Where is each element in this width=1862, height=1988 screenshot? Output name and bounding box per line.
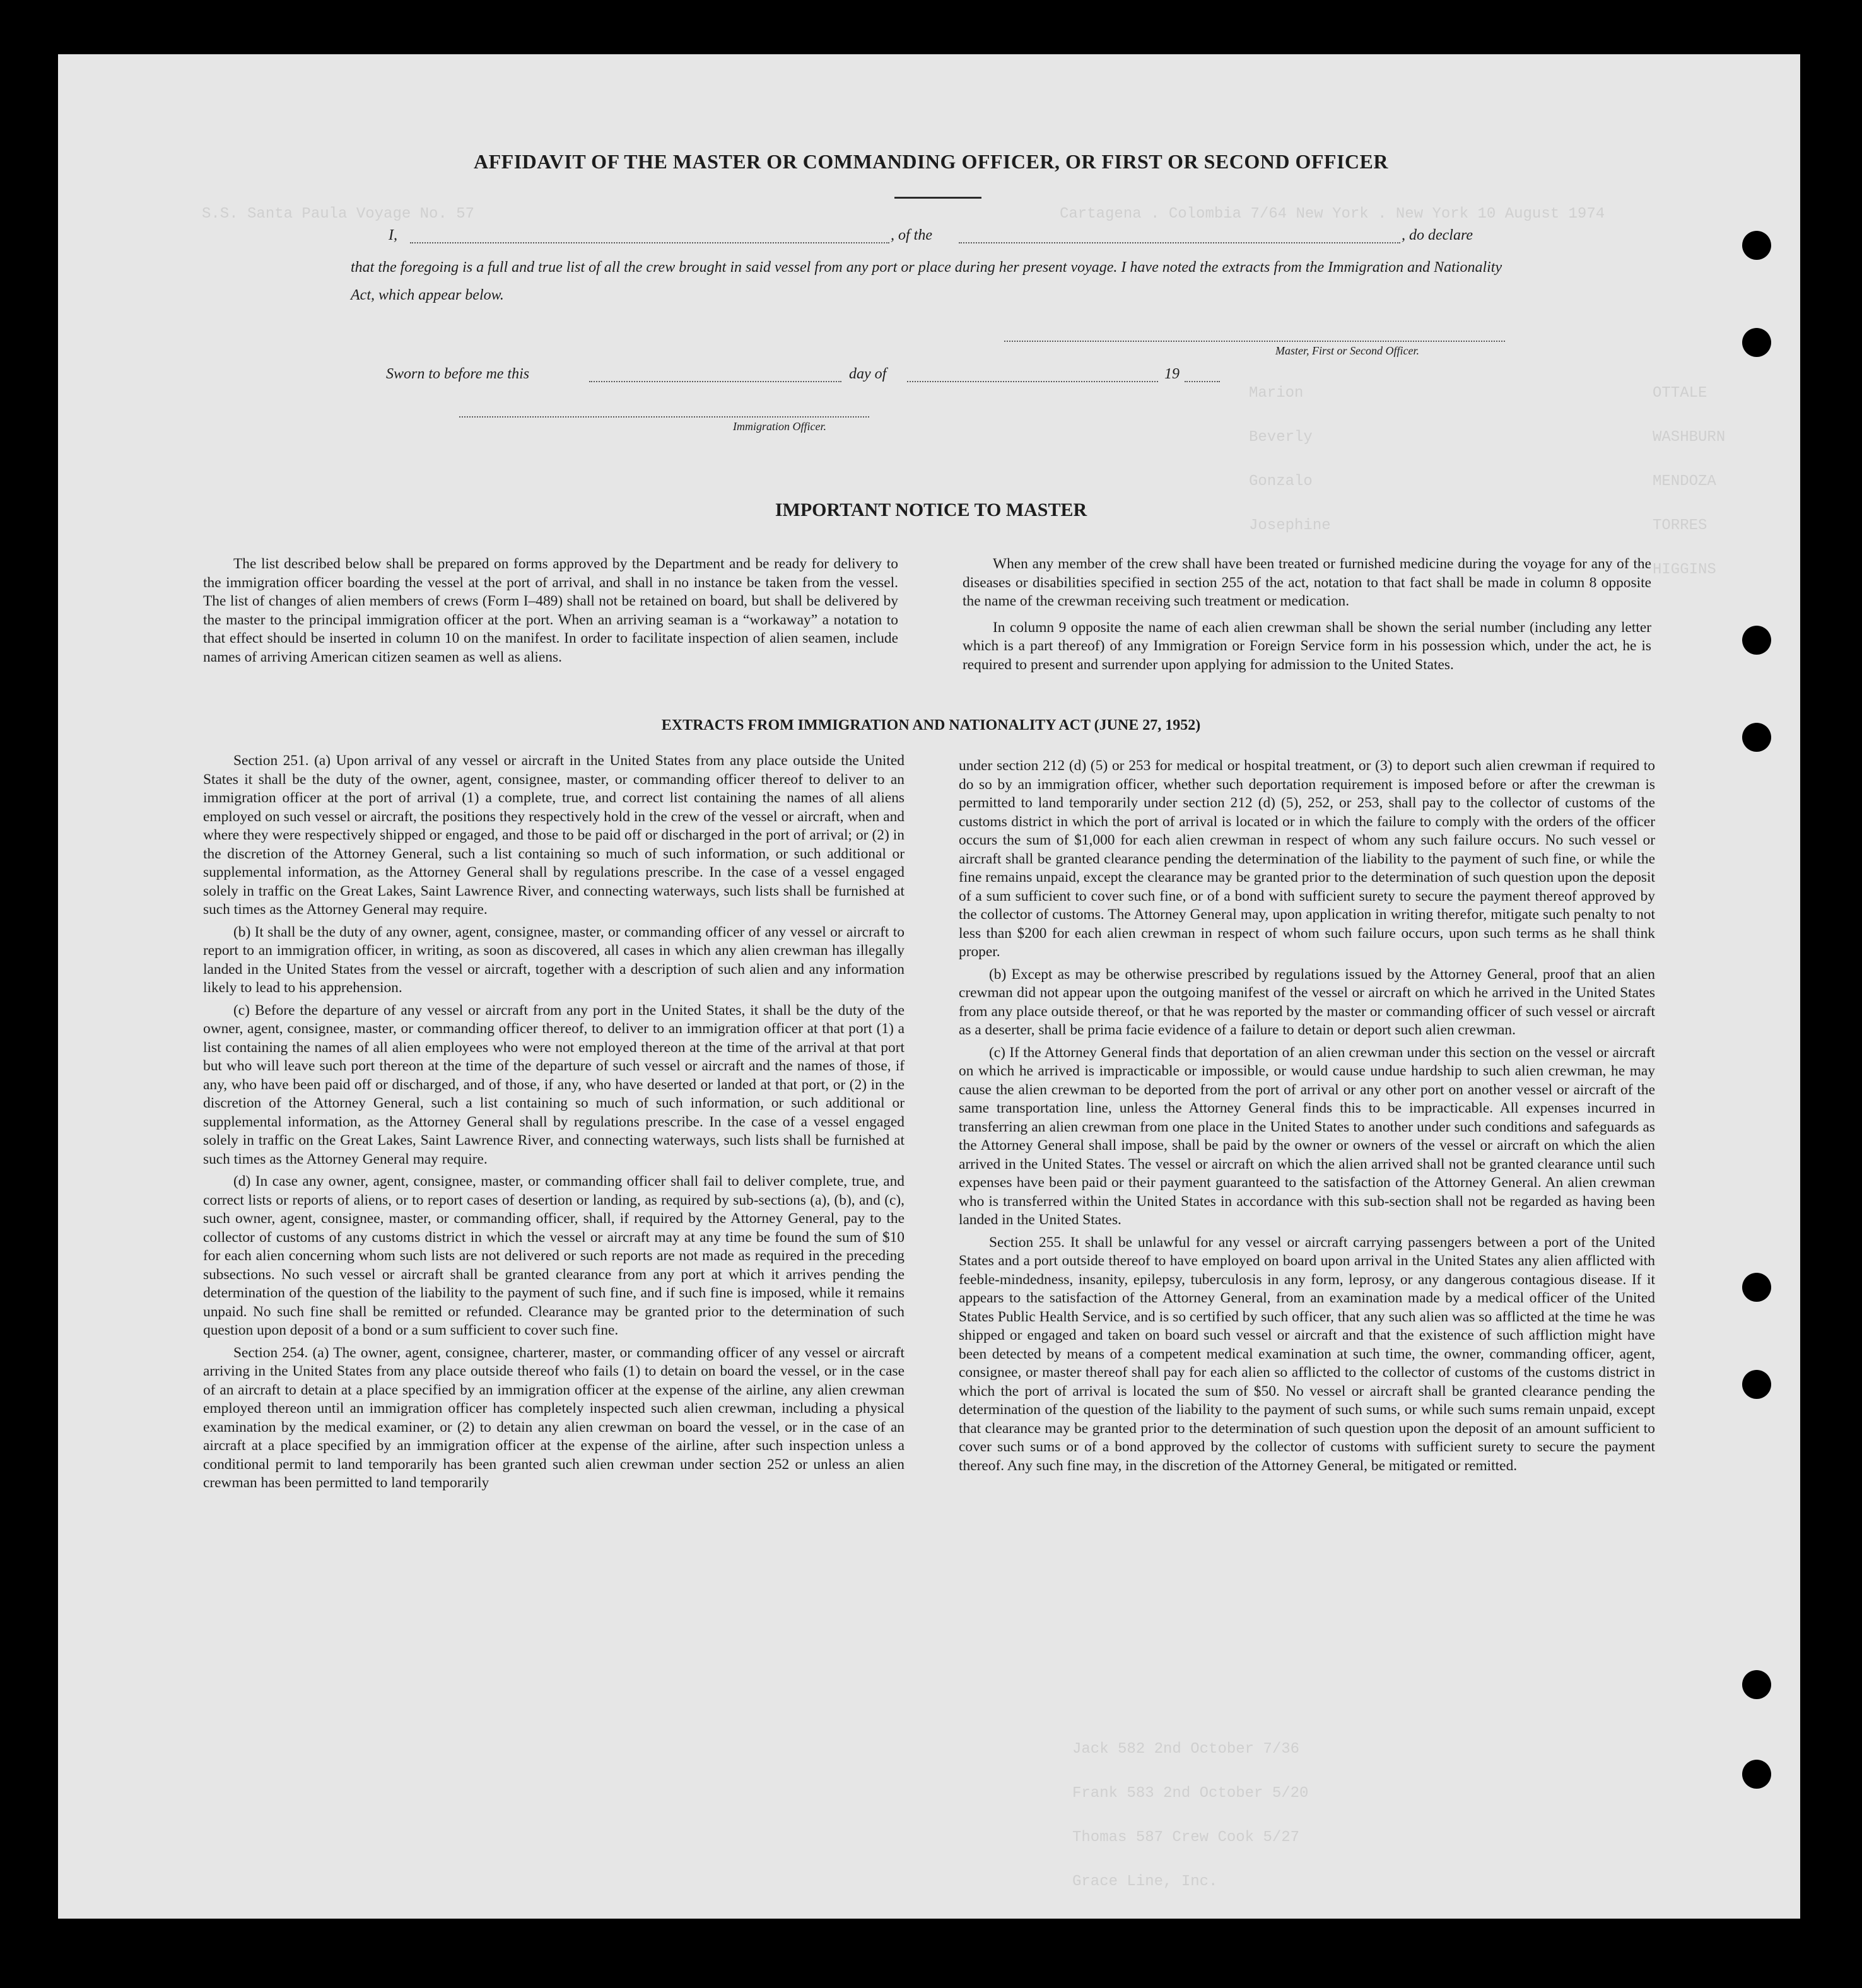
binder-hole	[1742, 1370, 1771, 1399]
notice-right-column	[963, 555, 1651, 678]
title-rule	[894, 197, 981, 199]
extract-paragraph: (b) It shall be the duty of any owner, agent, consignee, master, or commanding officer of any vessel or aircraft to report to an immigration officer, in writing, as soon as discovered, all cases in which any alien crewman has illegally landed in the United States from the vessel or aircraft, together with a description of such alien and any information likely to lead to his apprehension.	[203, 923, 905, 996]
extract-paragraph: Section 254. (a) The owner, agent, consignee, charterer, master, or commanding officer of any vessel or aircraft arriving in the United States from any place outside thereof who fails (1) to detain on board the vessel, or in the case of an aircraft to detain at a place specified by an immigration officer at the expense of the airline, any alien crewman employed thereon until an immigration officer has completely inspected such alien crewman, including a physical examination by the medical examiner, or (2) to detain any alien crewman on board the vessel, or in the case of an aircraft at a place specified by an immigration officer at the expense of the airline, after such inspection unless a conditional permit to land temporarily has been granted such alien crewman under section 252 or unless an alien crewman has been permitted to land temporarily	[203, 1344, 905, 1491]
extract-paragraph: Section 251. (a) Upon arrival of any vessel or aircraft in the United States from any place outside the United States it shall be the duty of the owner, agent, consignee, master, or commanding officer thereof to deliver to an immigration officer at the port of arrival (1) a complete, true, and correct list containing the names of all aliens employed on such vessel or aircraft, the positions they respectively hold in the crew of the vessel or aircraft, when and where they were respectively shipped or engaged, and those to be paid off or discharged in the port of arrival; or (2) in the discretion of the Attorney General, such a list containing so much of such information, or such additional or supplemental information, as the Attorney General shall by regulations prescribe. In the case of a vessel engaged solely in traffic on the Great Lakes, Saint Lawrence River, and connecting waterways, such lists shall be furnished at such times as the Attorney General may require.	[203, 752, 905, 918]
sworn-day-field[interactable]	[589, 381, 841, 382]
sworn-label: Sworn to before me this	[386, 366, 530, 382]
vessel-field[interactable]	[959, 242, 1400, 243]
sworn-year-field[interactable]	[1185, 381, 1220, 382]
master-signature-line[interactable]	[1004, 341, 1505, 342]
affidavit-of-the-label: , of the	[891, 227, 932, 243]
document-title: AFFIDAVIT OF THE MASTER OR COMMANDING OFFICER, OR FIRST OR SECOND OFFICER	[474, 150, 1388, 173]
immigration-officer-line[interactable]	[459, 416, 869, 418]
name-field[interactable]	[410, 242, 889, 243]
extract-paragraph: (b) Except as may be otherwise prescribed by regulations issued by the Attorney General, proof that an alien crewman did not appear upon the outgoing manifest of the vessel or aircraft on which he arrived in the United States from any place outside thereof, or that he was reported by the master or commanding officer of such vessel or aircraft as a deserter, shall be prima facie evidence of a failure to detain or deport such alien crewman.	[959, 966, 1655, 1038]
affidavit-body: that the foregoing is a full and true list of all the crew brought in said vessel from any port or place during her present voyage. I have noted the extracts from the Immigration and Nationality Act, which appear below.	[351, 259, 1502, 303]
notice-title: IMPORTANT NOTICE TO MASTER	[775, 500, 1087, 520]
sworn-month-field[interactable]	[907, 381, 1158, 382]
binder-hole	[1742, 328, 1771, 357]
extracts-left-column	[203, 752, 905, 1497]
sworn-year-label: 19	[1164, 366, 1180, 382]
immigration-officer-caption: Immigration Officer.	[733, 420, 826, 433]
extract-paragraph: (d) In case any owner, agent, consignee, master, or commanding officer shall fail to deliver complete, true, and correct lists or reports of aliens, or to report cases of desertion or landing, as required by sub-sections (a), (b), and (c), such owner, agent, consignee, master, or commanding officer, shall, if required by the Attorney General, pay to the collector of customs of any customs district in which the vessel or aircraft may at any time be found the sum of $10 for each alien concerning whom such lists are not delivered or such reports are not made as required in the preceding subsections. No such vessel or aircraft shall be granted clearance from any port at which it arrives pending the determination of the question of the liability to the payment of such fine, and if such fine is imposed, while it remains unpaid. No such fine shall be remitted or refunded. Clearance may be granted prior to the determination of such question upon deposit of a bond or a sum sufficient to cover such fine.	[203, 1173, 905, 1338]
extract-paragraph: Section 255. It shall be unlawful for any vessel or aircraft carrying passengers between a port of the United States and a port outside thereof to have employed on board upon arrival in the United States any alien afflicted with feeble-mindedness, insanity, epilepsy, tuberculosis in any form, leprosy, or any dangerous contagious disease. If it appears to the satisfaction of the Attorney General, from an examination made by a medical officer of the United States Public Health Service, and is so certified by such officer, that any such alien was so afflicted at the time he was shipped or engaged and taken on board such vessel or aircraft and that the existence of such affliction might have been detected by means of a competent medical examination at such time, the owner, commanding officer, agent, consignee, or master thereof shall pay for each alien so afflicted to the collector of customs of the customs district in which the port of arrival is located the sum of $50. No vessel or aircraft shall be granted clearance pending the determination of the question of the liability to the payment of such sums, or while such sums remain unpaid, except that clearance may be granted prior to the determination of such question upon the deposit of an amount sufficient to cover such sums or of a bond approved by the collector of customs with sufficient surety to secure the payment thereof. Any such fine may, in the discretion of the Attorney General, be mitigated or remitted.	[959, 1234, 1655, 1474]
notice-left-column	[203, 555, 898, 670]
extracts-title: EXTRACTS FROM IMMIGRATION AND NATIONALITY ACT (JUNE 27, 1952)	[661, 717, 1201, 734]
extracts-right-column	[959, 757, 1655, 1479]
binder-hole	[1742, 1670, 1771, 1699]
affidavit-i-label: I,	[389, 227, 397, 243]
binder-hole	[1742, 231, 1771, 260]
extract-paragraph: under section 212 (d) (5) or 253 for medical or hospital treatment, or (3) to deport such alien crewman if required to do so by an immigration officer, whether such deportation requirement is imposed before or after the crewman is permitted to land temporarily under section 212 (d) (5), 252, or 253, shall pay to the collector of customs of the customs district in which the port of arrival is located or in which the failure to comply with the orders of the officer occurs the sum of $1,000 for each alien crewman in respect of whom any such failure occurs. No such vessel or aircraft shall be granted clearance pending the determination of the liability to the payment of such fine, or while the fine remains unpaid, except the clearance may be granted prior to the determination of such question upon the deposit of a sum sufficient to cover such fine, or of a bond with sufficient surety to secure the payment thereof approved by the collector of customs. The Attorney General may, upon application in writing therefor, mitigate such penalty to not less than $200 for each alien crewman in respect of whom such failure occurs, upon such terms as he shall think proper.	[959, 757, 1655, 960]
sworn-day-of-label: day of	[849, 366, 887, 382]
master-signature-caption: Master, First or Second Officer.	[1275, 344, 1419, 357]
binder-hole	[1742, 626, 1771, 655]
notice-left-paragraph: The list described below shall be prepared on forms approved by the Department and be ready for delivery to the immigration officer boarding the vessel at the port of arrival, and shall in no instance be taken from the vessel. The list of changes of alien members of crews (Form I–489) shall not be retained on board, but shall be delivered by the master to the principal immigration officer at the port. When an arriving seaman is a “workaway” a notation to that effect should be inserted in column 10 on the manifest. In order to facilitate inspection of alien seamen, include names of arriving American citizen seamen as well as aliens.	[203, 556, 898, 665]
extract-paragraph: (c) Before the departure of any vessel or aircraft from any port in the United States, it shall be the duty of the owner, agent, consignee, master, or commanding officer thereof, to deliver to an immigration officer at that port (1) a list containing the names of all alien employees who were not employed thereon at the time of the arrival at that port but who will leave such port thereon at the time of the departure of such vessel or aircraft and the names of those, if any, who have been paid off or discharged, and of those, if any, who have deserted or landed at that port, or (2) in the discretion of the Attorney General, such a list containing so much of such information, or such additional or supplemental information, as the Attorney General shall by regulations prescribe. In the case of a vessel engaged solely in traffic on the Great Lakes, Saint Lawrence River, and connecting waterways, such lists shall be furnished at such times as the Attorney General may require.	[203, 1002, 905, 1167]
affidavit-do-declare-label: , do declare	[1402, 227, 1473, 243]
binder-hole	[1742, 1760, 1771, 1789]
binder-hole	[1742, 1273, 1771, 1302]
notice-right-paragraph-1: When any member of the crew shall have been treated or furnished medicine during the voyage for any of the diseases or disabilities specified in section 255 of the act, notation to that fact shall be made in column 8 opposite the name of the crewman receiving such treatment or medication.	[963, 556, 1651, 609]
extract-paragraph: (c) If the Attorney General finds that deportation of an alien crewman under this section on the vessel or aircraft on which he arrived is impracticable or impossible, or would cause undue hardship to such alien crewman, he may cause the alien crewman to be deported from the port of arrival or any other port on another vessel or aircraft of the same transportation line, unless the Attorney General finds this to be impracticable. All expenses incurred in transferring an alien crewman from one place in the United States to another under such conditions and safeguards as the Attorney General shall impose, shall be paid by the owner or owners of the vessel or aircraft on which the alien arrived in the United States. The vessel or aircraft on which the alien arrived shall not be granted clearance until such expenses have been paid or their payment guaranteed to the satisfaction of the Attorney General. An alien crewman who is transferred within the United States in accordance with this sub-section shall not be regarded as having been landed in the United States.	[959, 1044, 1655, 1228]
notice-right-paragraph-2: In column 9 opposite the name of each alien crewman shall be shown the serial number (including any letter which is a part thereof) of any Immigration or Foreign Service form in his possession which, under the act, he is required to present and surrender upon applying for admission to the United States.	[963, 619, 1651, 673]
